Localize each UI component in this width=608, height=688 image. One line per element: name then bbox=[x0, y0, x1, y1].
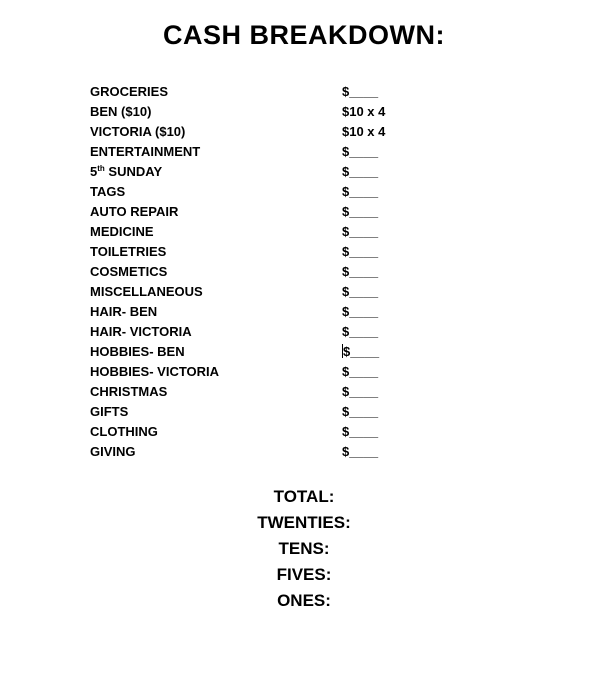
item-value-toiletries[interactable]: $____ bbox=[342, 244, 379, 259]
item-label-tags: TAGS bbox=[90, 184, 126, 199]
list-item bbox=[90, 442, 410, 462]
item-value-christmas[interactable]: $____ bbox=[342, 384, 379, 399]
item-value-hair-ben[interactable]: $____ bbox=[342, 304, 379, 319]
twenties-label: TWENTIES: bbox=[257, 513, 351, 532]
list-item bbox=[90, 162, 410, 182]
list-item bbox=[90, 202, 410, 222]
list-item bbox=[90, 362, 410, 382]
item-label-auto-repair: AUTO REPAIR bbox=[90, 204, 179, 219]
item-label-toiletries: TOILETRIES bbox=[90, 244, 167, 259]
label-suffix: SUNDAY bbox=[104, 164, 163, 179]
item-label-clothing: CLOTHING bbox=[90, 424, 158, 439]
item-value-groceries[interactable]: $____ bbox=[342, 84, 379, 99]
list-item bbox=[90, 242, 410, 262]
item-value-medicine[interactable]: $____ bbox=[342, 224, 379, 239]
item-label-groceries: GROCERIES bbox=[90, 84, 169, 99]
list-item bbox=[90, 122, 410, 142]
item-label-entertainment: ENTERTAINMENT bbox=[90, 144, 201, 159]
list-item bbox=[90, 222, 410, 242]
item-value-hobbies-victoria[interactable]: $____ bbox=[342, 364, 379, 379]
label-prefix: 5 bbox=[90, 164, 98, 179]
item-label-victoria: VICTORIA ($10) bbox=[90, 124, 186, 139]
ones-label: ONES: bbox=[277, 591, 331, 610]
item-label-cosmetics: COSMETICS bbox=[90, 264, 168, 279]
tens-label: TENS: bbox=[278, 539, 330, 558]
list-item bbox=[90, 82, 410, 102]
item-value-tags[interactable]: $____ bbox=[342, 184, 379, 199]
item-label-hair-ben: HAIR- BEN bbox=[90, 304, 158, 319]
item-value-cosmetics[interactable]: $____ bbox=[342, 264, 379, 279]
list-item bbox=[90, 262, 410, 282]
page-title: CASH BREAKDOWN: bbox=[163, 20, 445, 50]
list-item bbox=[90, 102, 410, 122]
list-item bbox=[90, 342, 410, 362]
cash-breakdown-list bbox=[90, 82, 410, 462]
item-label-giving: GIVING bbox=[90, 444, 136, 459]
item-label-ben: BEN ($10) bbox=[90, 104, 152, 119]
label-superscript: th bbox=[97, 164, 105, 173]
item-label-miscellaneous: MISCELLANEOUS bbox=[90, 284, 203, 299]
item-value-entertainment[interactable]: $____ bbox=[342, 144, 379, 159]
item-label-hair-victoria: HAIR- VICTORIA bbox=[90, 324, 192, 339]
item-value-hair-victoria[interactable]: $____ bbox=[342, 324, 379, 339]
item-value-clothing[interactable]: $____ bbox=[342, 424, 379, 439]
item-label-5th-sunday bbox=[90, 162, 162, 182]
list-item bbox=[90, 422, 410, 442]
totals-section bbox=[0, 484, 608, 614]
value-text: $____ bbox=[343, 344, 380, 359]
item-value-ben[interactable]: $10 x 4 bbox=[342, 104, 386, 119]
item-label-christmas: CHRISTMAS bbox=[90, 384, 168, 399]
list-item bbox=[90, 302, 410, 322]
item-label-gifts: GIFTS bbox=[90, 404, 129, 419]
total-label: TOTAL: bbox=[273, 487, 335, 506]
item-value-gifts[interactable]: $____ bbox=[342, 404, 379, 419]
list-item bbox=[90, 382, 410, 402]
list-item bbox=[90, 182, 410, 202]
list-item bbox=[90, 322, 410, 342]
item-value-miscellaneous[interactable]: $____ bbox=[342, 284, 379, 299]
item-label-medicine: MEDICINE bbox=[90, 224, 154, 239]
fives-label: FIVES: bbox=[276, 565, 332, 584]
item-label-hobbies-ben: HOBBIES- BEN bbox=[90, 344, 185, 359]
list-item bbox=[90, 402, 410, 422]
item-value-5th-sunday[interactable]: $____ bbox=[342, 164, 379, 179]
item-label-hobbies-victoria: HOBBIES- VICTORIA bbox=[90, 364, 220, 379]
item-value-victoria[interactable]: $10 x 4 bbox=[342, 124, 386, 139]
list-item bbox=[90, 282, 410, 302]
item-value-giving[interactable]: $____ bbox=[342, 444, 379, 459]
list-item bbox=[90, 142, 410, 162]
item-value-auto-repair[interactable]: $____ bbox=[342, 204, 379, 219]
item-value-hobbies-ben[interactable] bbox=[342, 342, 379, 362]
